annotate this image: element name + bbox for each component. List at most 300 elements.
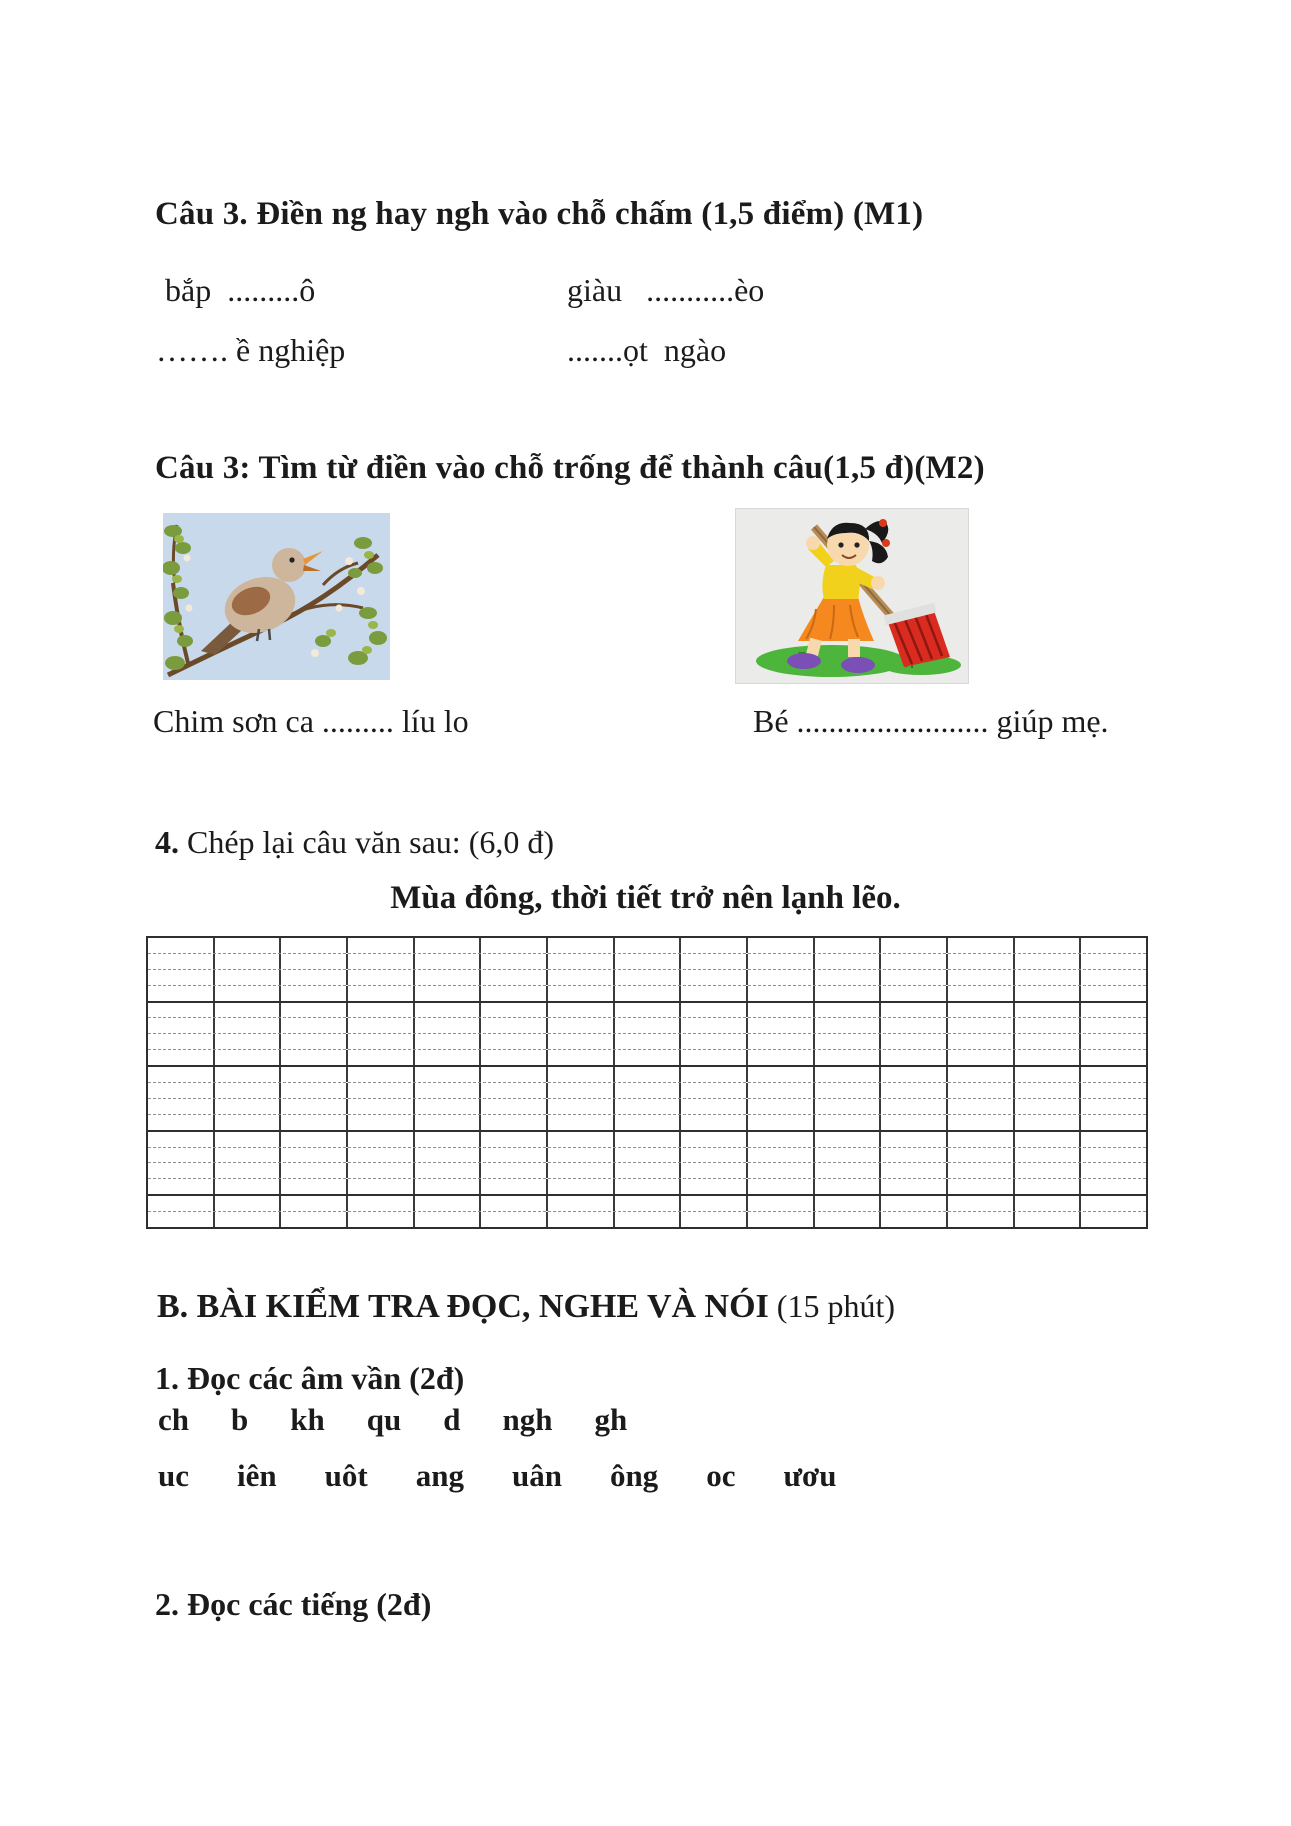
grid-cell bbox=[681, 938, 748, 953]
grid-cell bbox=[281, 1018, 348, 1033]
grid-cell bbox=[148, 1115, 215, 1130]
syllable: b bbox=[231, 1402, 249, 1437]
grid-cell bbox=[215, 1099, 282, 1114]
grid-cell bbox=[615, 1115, 682, 1130]
grid-cell bbox=[881, 1067, 948, 1082]
grid-cell bbox=[881, 1196, 948, 1211]
grid-cell bbox=[148, 1067, 215, 1082]
grid-row bbox=[148, 1099, 1146, 1115]
grid-cell bbox=[948, 1099, 1015, 1114]
grid-cell bbox=[415, 1018, 482, 1033]
grid-cell bbox=[348, 1132, 415, 1147]
task2-heading: 2. Đọc các tiếng (2đ) bbox=[155, 1586, 432, 1622]
grid-cell bbox=[681, 1148, 748, 1163]
writing-grid bbox=[146, 936, 1148, 1229]
grid-cell bbox=[815, 1050, 882, 1065]
grid-cell bbox=[948, 1018, 1015, 1033]
grid-cell bbox=[348, 1050, 415, 1065]
grid-cell bbox=[281, 1148, 348, 1163]
grid-cell bbox=[548, 1179, 615, 1194]
grid-cell bbox=[1081, 1148, 1146, 1163]
grid-cell bbox=[1015, 1196, 1082, 1211]
grid-cell bbox=[481, 1132, 548, 1147]
grid-cell bbox=[215, 1212, 282, 1227]
grid-cell bbox=[815, 1163, 882, 1178]
grid-cell bbox=[881, 1212, 948, 1227]
grid-cell bbox=[148, 986, 215, 1001]
grid-cell bbox=[948, 970, 1015, 985]
grid-cell bbox=[815, 1148, 882, 1163]
grid-cell bbox=[881, 1132, 948, 1147]
grid-cell bbox=[481, 1034, 548, 1049]
grid-cell bbox=[481, 1050, 548, 1065]
grid-cell bbox=[148, 954, 215, 969]
grid-row bbox=[148, 1212, 1146, 1227]
grid-cell bbox=[681, 970, 748, 985]
grid-cell bbox=[815, 954, 882, 969]
grid-cell bbox=[215, 1179, 282, 1194]
grid-cell bbox=[615, 1212, 682, 1227]
grid-cell bbox=[748, 938, 815, 953]
grid-cell bbox=[415, 970, 482, 985]
grid-cell bbox=[1015, 1148, 1082, 1163]
grid-row bbox=[148, 986, 1146, 1003]
grid-cell bbox=[681, 954, 748, 969]
syllable-row-1 bbox=[158, 1402, 627, 1438]
grid-cell bbox=[481, 986, 548, 1001]
syllable-row-2 bbox=[158, 1458, 836, 1494]
grid-row bbox=[148, 938, 1146, 954]
grid-cell bbox=[548, 1003, 615, 1018]
grid-cell bbox=[681, 1067, 748, 1082]
syllable: iên bbox=[237, 1458, 277, 1493]
grid-cell bbox=[815, 1196, 882, 1211]
grid-row bbox=[148, 1179, 1146, 1196]
grid-cell bbox=[615, 938, 682, 953]
grid-cell bbox=[348, 938, 415, 953]
grid-cell bbox=[1081, 938, 1146, 953]
grid-cell bbox=[215, 1018, 282, 1033]
grid-cell bbox=[1015, 1050, 1082, 1065]
grid-cell bbox=[548, 1196, 615, 1211]
syllable: d bbox=[443, 1402, 461, 1437]
grid-cell bbox=[481, 1018, 548, 1033]
grid-cell bbox=[748, 1067, 815, 1082]
songbird-image bbox=[163, 513, 390, 680]
grid-cell bbox=[881, 954, 948, 969]
grid-cell bbox=[948, 1212, 1015, 1227]
grid-cell bbox=[281, 1067, 348, 1082]
grid-cell bbox=[215, 1083, 282, 1098]
syllable: oc bbox=[706, 1458, 736, 1493]
grid-cell bbox=[548, 1115, 615, 1130]
q3-fill-item-2: giàu ...........èo bbox=[567, 272, 765, 308]
grid-cell bbox=[681, 1196, 748, 1211]
grid-cell bbox=[681, 1050, 748, 1065]
syllable: kh bbox=[290, 1402, 325, 1437]
grid-row bbox=[148, 1163, 1146, 1179]
grid-cell bbox=[748, 1003, 815, 1018]
grid-cell bbox=[948, 938, 1015, 953]
grid-cell bbox=[1081, 1179, 1146, 1194]
grid-cell bbox=[881, 1179, 948, 1194]
grid-cell bbox=[1081, 1003, 1146, 1018]
grid-cell bbox=[281, 1196, 348, 1211]
grid-cell bbox=[548, 1050, 615, 1065]
syllable: ngh bbox=[502, 1402, 553, 1437]
grid-row bbox=[148, 1196, 1146, 1212]
grid-cell bbox=[548, 954, 615, 969]
syllable: ông bbox=[609, 1458, 659, 1493]
girl-sweeping-image bbox=[735, 508, 969, 684]
grid-cell bbox=[815, 1115, 882, 1130]
grid-cell bbox=[415, 1115, 482, 1130]
grid-cell bbox=[948, 1003, 1015, 1018]
grid-cell bbox=[348, 1163, 415, 1178]
grid-cell bbox=[748, 1050, 815, 1065]
grid-cell bbox=[281, 954, 348, 969]
grid-cell bbox=[215, 1050, 282, 1065]
grid-cell bbox=[615, 1132, 682, 1147]
grid-cell bbox=[615, 1050, 682, 1065]
grid-cell bbox=[415, 1067, 482, 1082]
grid-cell bbox=[615, 1083, 682, 1098]
grid-cell bbox=[348, 1018, 415, 1033]
grid-cell bbox=[148, 1196, 215, 1211]
grid-cell bbox=[948, 1179, 1015, 1194]
grid-cell bbox=[281, 986, 348, 1001]
q4-number: 4. bbox=[155, 824, 179, 860]
grid-cell bbox=[415, 1034, 482, 1049]
grid-cell bbox=[348, 970, 415, 985]
grid-cell bbox=[548, 1067, 615, 1082]
grid-cell bbox=[815, 1034, 882, 1049]
syllable: ang bbox=[415, 1458, 464, 1493]
grid-cell bbox=[481, 1212, 548, 1227]
part-b-heading-main: B. BÀI KIỂM TRA ĐỌC, NGHE VÀ NÓI bbox=[157, 1288, 769, 1325]
grid-cell bbox=[1081, 954, 1146, 969]
grid-cell bbox=[948, 1163, 1015, 1178]
grid-cell bbox=[948, 1132, 1015, 1147]
grid-cell bbox=[1015, 970, 1082, 985]
grid-cell bbox=[348, 1148, 415, 1163]
grid-cell bbox=[148, 1003, 215, 1018]
grid-cell bbox=[1081, 1067, 1146, 1082]
grid-cell bbox=[615, 986, 682, 1001]
q4-copy-sentence: Mùa đông, thời tiết trở nên lạnh lẽo. bbox=[390, 880, 901, 916]
grid-cell bbox=[1015, 1179, 1082, 1194]
grid-row bbox=[148, 970, 1146, 986]
grid-cell bbox=[881, 1003, 948, 1018]
grid-cell bbox=[615, 1018, 682, 1033]
grid-cell bbox=[1015, 1067, 1082, 1082]
grid-cell bbox=[1081, 1018, 1146, 1033]
grid-cell bbox=[148, 938, 215, 953]
grid-cell bbox=[948, 986, 1015, 1001]
grid-cell bbox=[348, 1083, 415, 1098]
grid-cell bbox=[948, 1067, 1015, 1082]
grid-cell bbox=[1081, 1196, 1146, 1211]
grid-cell bbox=[1015, 1083, 1082, 1098]
grid-cell bbox=[215, 1115, 282, 1130]
grid-cell bbox=[215, 954, 282, 969]
grid-cell bbox=[215, 1148, 282, 1163]
grid-cell bbox=[881, 1115, 948, 1130]
grid-cell bbox=[348, 1099, 415, 1114]
grid-cell bbox=[281, 1179, 348, 1194]
grid-cell bbox=[415, 1196, 482, 1211]
grid-cell bbox=[815, 1083, 882, 1098]
grid-cell bbox=[1081, 1163, 1146, 1178]
grid-cell bbox=[815, 938, 882, 953]
grid-row bbox=[148, 1115, 1146, 1132]
grid-cell bbox=[881, 1099, 948, 1114]
grid-cell bbox=[815, 1067, 882, 1082]
grid-cell bbox=[615, 1003, 682, 1018]
grid-cell bbox=[615, 1196, 682, 1211]
grid-cell bbox=[481, 1163, 548, 1178]
grid-cell bbox=[481, 970, 548, 985]
grid-cell bbox=[548, 938, 615, 953]
grid-cell bbox=[1015, 1115, 1082, 1130]
grid-cell bbox=[415, 986, 482, 1001]
grid-cell bbox=[481, 1067, 548, 1082]
grid-cell bbox=[881, 1050, 948, 1065]
grid-cell bbox=[748, 986, 815, 1001]
grid-cell bbox=[415, 1099, 482, 1114]
grid-cell bbox=[815, 1132, 882, 1147]
grid-cell bbox=[948, 1148, 1015, 1163]
task1-heading: 1. Đọc các âm vần (2đ) bbox=[155, 1360, 465, 1396]
syllable: uc bbox=[158, 1458, 189, 1493]
grid-cell bbox=[281, 970, 348, 985]
grid-cell bbox=[481, 1179, 548, 1194]
caption-bird: Chim sơn ca ......... líu lo bbox=[153, 703, 469, 739]
grid-cell bbox=[681, 1034, 748, 1049]
grid-row bbox=[148, 1034, 1146, 1050]
grid-cell bbox=[948, 1196, 1015, 1211]
grid-cell bbox=[415, 1050, 482, 1065]
grid-cell bbox=[348, 1212, 415, 1227]
syllable: gh bbox=[594, 1402, 628, 1437]
grid-cell bbox=[1015, 1003, 1082, 1018]
q3-fill-item-3: ……. ề nghiệp bbox=[156, 332, 346, 368]
grid-cell bbox=[481, 954, 548, 969]
grid-cell bbox=[1015, 1212, 1082, 1227]
grid-row bbox=[148, 954, 1146, 970]
grid-cell bbox=[548, 1099, 615, 1114]
grid-cell bbox=[215, 1132, 282, 1147]
syllable: ch bbox=[158, 1402, 189, 1437]
grid-cell bbox=[881, 938, 948, 953]
q4-heading bbox=[155, 824, 554, 861]
grid-cell bbox=[615, 1148, 682, 1163]
grid-cell bbox=[215, 938, 282, 953]
grid-cell bbox=[1081, 986, 1146, 1001]
grid-cell bbox=[281, 1212, 348, 1227]
grid-cell bbox=[148, 1179, 215, 1194]
grid-cell bbox=[1015, 1132, 1082, 1147]
grid-cell bbox=[1081, 1132, 1146, 1147]
grid-cell bbox=[215, 1196, 282, 1211]
grid-cell bbox=[881, 986, 948, 1001]
q3-fill-item-4: .......ọt ngào bbox=[567, 332, 727, 368]
q3-fill-heading: Câu 3. Điền ng hay ngh vào chỗ chấm (1,5 điểm) (M1) bbox=[155, 196, 924, 232]
grid-cell bbox=[1015, 1163, 1082, 1178]
grid-cell bbox=[348, 1115, 415, 1130]
grid-cell bbox=[615, 1067, 682, 1082]
grid-cell bbox=[348, 986, 415, 1001]
grid-cell bbox=[215, 1067, 282, 1082]
grid-cell bbox=[1081, 1099, 1146, 1114]
grid-cell bbox=[815, 1018, 882, 1033]
grid-cell bbox=[748, 1034, 815, 1049]
grid-cell bbox=[548, 986, 615, 1001]
grid-cell bbox=[948, 1050, 1015, 1065]
grid-cell bbox=[215, 970, 282, 985]
grid-cell bbox=[748, 970, 815, 985]
grid-cell bbox=[481, 1083, 548, 1098]
grid-cell bbox=[815, 1003, 882, 1018]
grid-cell bbox=[948, 1083, 1015, 1098]
grid-cell bbox=[881, 1018, 948, 1033]
grid-cell bbox=[1081, 1115, 1146, 1130]
grid-cell bbox=[748, 954, 815, 969]
grid-cell bbox=[281, 1003, 348, 1018]
grid-cell bbox=[415, 954, 482, 969]
grid-cell bbox=[1015, 1034, 1082, 1049]
grid-cell bbox=[881, 1034, 948, 1049]
grid-cell bbox=[1081, 1212, 1146, 1227]
grid-cell bbox=[1015, 938, 1082, 953]
grid-cell bbox=[281, 1083, 348, 1098]
grid-row bbox=[148, 1083, 1146, 1099]
grid-cell bbox=[215, 1163, 282, 1178]
grid-cell bbox=[481, 1115, 548, 1130]
grid-cell bbox=[815, 1099, 882, 1114]
grid-cell bbox=[881, 1083, 948, 1098]
grid-cell bbox=[215, 986, 282, 1001]
grid-cell bbox=[748, 1196, 815, 1211]
grid-cell bbox=[815, 1212, 882, 1227]
q3-find-heading: Câu 3: Tìm từ điền vào chỗ trống để thành câu(1,5 đ)(M2) bbox=[155, 450, 985, 486]
grid-cell bbox=[1081, 970, 1146, 985]
grid-cell bbox=[415, 1148, 482, 1163]
grid-cell bbox=[148, 1212, 215, 1227]
grid-cell bbox=[748, 1083, 815, 1098]
grid-cell bbox=[1015, 954, 1082, 969]
grid-cell bbox=[548, 1163, 615, 1178]
grid-cell bbox=[748, 1099, 815, 1114]
grid-cell bbox=[415, 1132, 482, 1147]
grid-cell bbox=[281, 938, 348, 953]
grid-cell bbox=[681, 1099, 748, 1114]
grid-cell bbox=[1081, 1034, 1146, 1049]
grid-cell bbox=[748, 1163, 815, 1178]
grid-cell bbox=[881, 970, 948, 985]
grid-cell bbox=[548, 1034, 615, 1049]
part-b-heading-suffix: (15 phút) bbox=[768, 1288, 895, 1324]
grid-cell bbox=[215, 1003, 282, 1018]
grid-cell bbox=[881, 1148, 948, 1163]
grid-row bbox=[148, 1003, 1146, 1019]
grid-cell bbox=[615, 1179, 682, 1194]
grid-row bbox=[148, 1018, 1146, 1034]
grid-cell bbox=[681, 1132, 748, 1147]
grid-cell bbox=[615, 1034, 682, 1049]
grid-cell bbox=[481, 1099, 548, 1114]
syllable: qu bbox=[366, 1402, 402, 1437]
grid-cell bbox=[1081, 1050, 1146, 1065]
grid-cell bbox=[748, 1148, 815, 1163]
grid-cell bbox=[415, 1003, 482, 1018]
caption-girl: Bé ........................ giúp mẹ. bbox=[753, 703, 1109, 739]
grid-cell bbox=[348, 1034, 415, 1049]
syllable: uôt bbox=[324, 1458, 368, 1493]
grid-cell bbox=[548, 1018, 615, 1033]
grid-cell bbox=[415, 1083, 482, 1098]
q4-heading-text: Chép lại câu văn sau: (6,0 đ) bbox=[179, 824, 554, 860]
grid-cell bbox=[1015, 1018, 1082, 1033]
grid-cell bbox=[348, 1179, 415, 1194]
grid-cell bbox=[281, 1099, 348, 1114]
grid-cell bbox=[681, 1018, 748, 1033]
grid-cell bbox=[415, 1179, 482, 1194]
grid-cell bbox=[548, 1132, 615, 1147]
grid-cell bbox=[681, 1163, 748, 1178]
grid-cell bbox=[548, 1148, 615, 1163]
grid-cell bbox=[681, 1003, 748, 1018]
grid-cell bbox=[748, 1115, 815, 1130]
grid-cell bbox=[748, 1018, 815, 1033]
grid-cell bbox=[148, 1148, 215, 1163]
grid-cell bbox=[681, 1115, 748, 1130]
grid-cell bbox=[481, 938, 548, 953]
grid-cell bbox=[948, 954, 1015, 969]
grid-cell bbox=[948, 1115, 1015, 1130]
grid-cell bbox=[748, 1132, 815, 1147]
grid-cell bbox=[148, 1018, 215, 1033]
syllable: uân bbox=[511, 1458, 562, 1493]
grid-cell bbox=[815, 986, 882, 1001]
grid-cell bbox=[148, 1132, 215, 1147]
grid-cell bbox=[615, 1099, 682, 1114]
grid-cell bbox=[348, 1067, 415, 1082]
grid-cell bbox=[415, 938, 482, 953]
grid-cell bbox=[148, 970, 215, 985]
grid-cell bbox=[148, 1163, 215, 1178]
grid-cell bbox=[415, 1212, 482, 1227]
grid-cell bbox=[348, 954, 415, 969]
grid-row bbox=[148, 1067, 1146, 1083]
grid-cell bbox=[348, 1196, 415, 1211]
grid-cell bbox=[148, 1034, 215, 1049]
grid-cell bbox=[548, 970, 615, 985]
syllable: ươu bbox=[783, 1458, 837, 1493]
grid-cell bbox=[548, 1212, 615, 1227]
grid-cell bbox=[481, 1003, 548, 1018]
grid-cell bbox=[548, 1083, 615, 1098]
grid-cell bbox=[1081, 1083, 1146, 1098]
grid-cell bbox=[148, 1099, 215, 1114]
grid-cell bbox=[681, 1083, 748, 1098]
grid-cell bbox=[748, 1179, 815, 1194]
grid-cell bbox=[281, 1050, 348, 1065]
grid-cell bbox=[681, 1212, 748, 1227]
grid-cell bbox=[881, 1163, 948, 1178]
grid-cell bbox=[415, 1163, 482, 1178]
grid-cell bbox=[148, 1050, 215, 1065]
